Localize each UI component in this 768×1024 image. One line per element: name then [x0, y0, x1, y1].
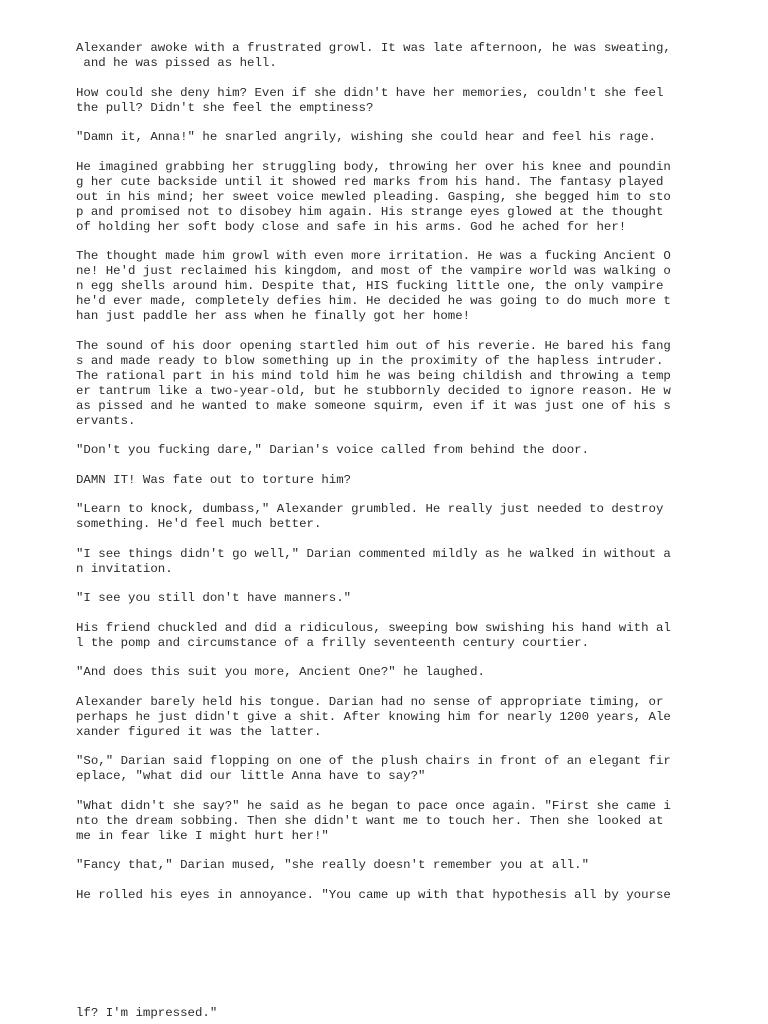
- text-line: as pissed and he wanted to make someone squirm, even if it was just one of his s: [76, 398, 671, 413]
- story-text: [76, 41, 686, 917]
- text-line: "What didn't she say?" he said as he began to pace once again. "First she came i: [76, 798, 671, 813]
- text-line: p and promised not to disobey him again. His strange eyes glowed at the thought: [76, 204, 664, 219]
- paragraph: [76, 339, 686, 429]
- text-line: l the pomp and circumstance of a frilly seventeenth century courtier.: [76, 635, 590, 650]
- paragraph: [76, 858, 686, 873]
- text-line: he'd ever made, completely defies him. He decided he was going to do much more t: [76, 294, 671, 308]
- paragraph: [76, 86, 686, 116]
- paragraph: [76, 443, 686, 458]
- text-line: The rational part in his mind told him he was being childish and throwing a temp: [76, 368, 671, 383]
- paragraph: [76, 621, 686, 651]
- text-line: er tantrum like a two-year-old, but he stubbornly decided to ignore reason. He w: [76, 383, 671, 398]
- paragraph: [76, 695, 686, 740]
- paragraph: [76, 591, 686, 606]
- text-line: han just paddle her ass when he finally got her home!: [76, 309, 471, 323]
- text-line: "Damn it, Anna!" he snarled angrily, wishing she could hear and feel his rage.: [76, 130, 656, 144]
- text-line: The sound of his door opening startled him out of his reverie. He bared his fang: [76, 338, 671, 353]
- text-line: Alexander barely held his tongue. Darian had no sense of appropriate timing, or: [76, 694, 664, 709]
- text-line: "So," Darian said flopping on one of the plush chairs in front of an elegant fir: [76, 754, 671, 768]
- text-line: "I see things didn't go well," Darian commented mildly as he walked in without a: [76, 546, 671, 561]
- paragraph: [76, 754, 686, 784]
- paragraph: [76, 160, 686, 235]
- text-line: He imagined grabbing her struggling body, throwing her over his knee and poundin: [76, 159, 671, 174]
- text-line: "Learn to knock, dumbass," Alexander grumbled. He really just needed to destroy: [76, 502, 664, 516]
- paragraph: [76, 799, 686, 844]
- text-line: something. He'd feel much better.: [76, 517, 322, 531]
- text-line: of holding her soft body close and safe in his arms. God he ached for her!: [76, 219, 627, 234]
- text-line: s and made ready to blow something up in the proximity of the hapless intruder.: [76, 353, 664, 368]
- paragraph: [76, 41, 686, 71]
- text-line: "And does this suit you more, Ancient One?" he laughed.: [76, 665, 485, 679]
- paragraph: [76, 888, 686, 903]
- paragraph: [76, 249, 686, 324]
- text-line: He rolled his eyes in annoyance. "You came up with that hypothesis all by yourse: [76, 887, 671, 902]
- text-line: n invitation.: [76, 561, 173, 576]
- text-line: g her cute backside until it showed red marks from his hand. The fantasy played: [76, 174, 664, 189]
- paragraph: [76, 547, 686, 577]
- text-line: ne! He'd just reclaimed his kingdom, and most of the vampire world was walking o: [76, 264, 671, 278]
- text-line: me in fear like I might hurt her!": [76, 828, 329, 843]
- text-line: and he was pissed as hell.: [76, 56, 277, 70]
- text-line: "Fancy that," Darian mused, "she really doesn't remember you at all.": [76, 858, 590, 872]
- text-line: His friend chuckled and did a ridiculous, sweeping bow swishing his hand with al: [76, 620, 671, 635]
- paragraph: [76, 473, 686, 488]
- text-line: xander figured it was the latter.: [76, 724, 322, 739]
- text-line: ervants.: [76, 413, 136, 428]
- paragraph: [76, 665, 686, 680]
- text-line: out in his mind; her sweet voice mewled pleading. Gasping, she begged him to sto: [76, 189, 671, 204]
- continued-line: lf? I'm impressed.": [76, 1006, 218, 1020]
- text-line: The thought made him growl with even more irritation. He was a fucking Ancient O: [76, 249, 671, 263]
- text-line: How could she deny him? Even if she didn't have her memories, couldn't she feel: [76, 85, 664, 100]
- paragraph: [76, 502, 686, 532]
- text-line: the pull? Didn't she feel the emptiness?: [76, 100, 374, 115]
- text-line: n egg shells around him. Despite that, HIS fucking little one, the only vampire: [76, 279, 664, 293]
- text-line: nto the dream sobbing. Then she didn't want me to touch her. Then she looked at: [76, 813, 664, 828]
- text-line: perhaps he just didn't give a shit. After knowing him for nearly 1200 years, Ale: [76, 709, 671, 724]
- text-line: Alexander awoke with a frustrated growl. It was late afternoon, he was sweating,: [76, 41, 671, 55]
- text-line: "I see you still don't have manners.": [76, 591, 352, 605]
- text-line: eplace, "what did our little Anna have to say?": [76, 769, 426, 783]
- text-line: "Don't you fucking dare," Darian's voice called from behind the door.: [76, 443, 590, 457]
- paragraph: [76, 130, 686, 145]
- text-line: DAMN IT! Was fate out to torture him?: [76, 472, 352, 487]
